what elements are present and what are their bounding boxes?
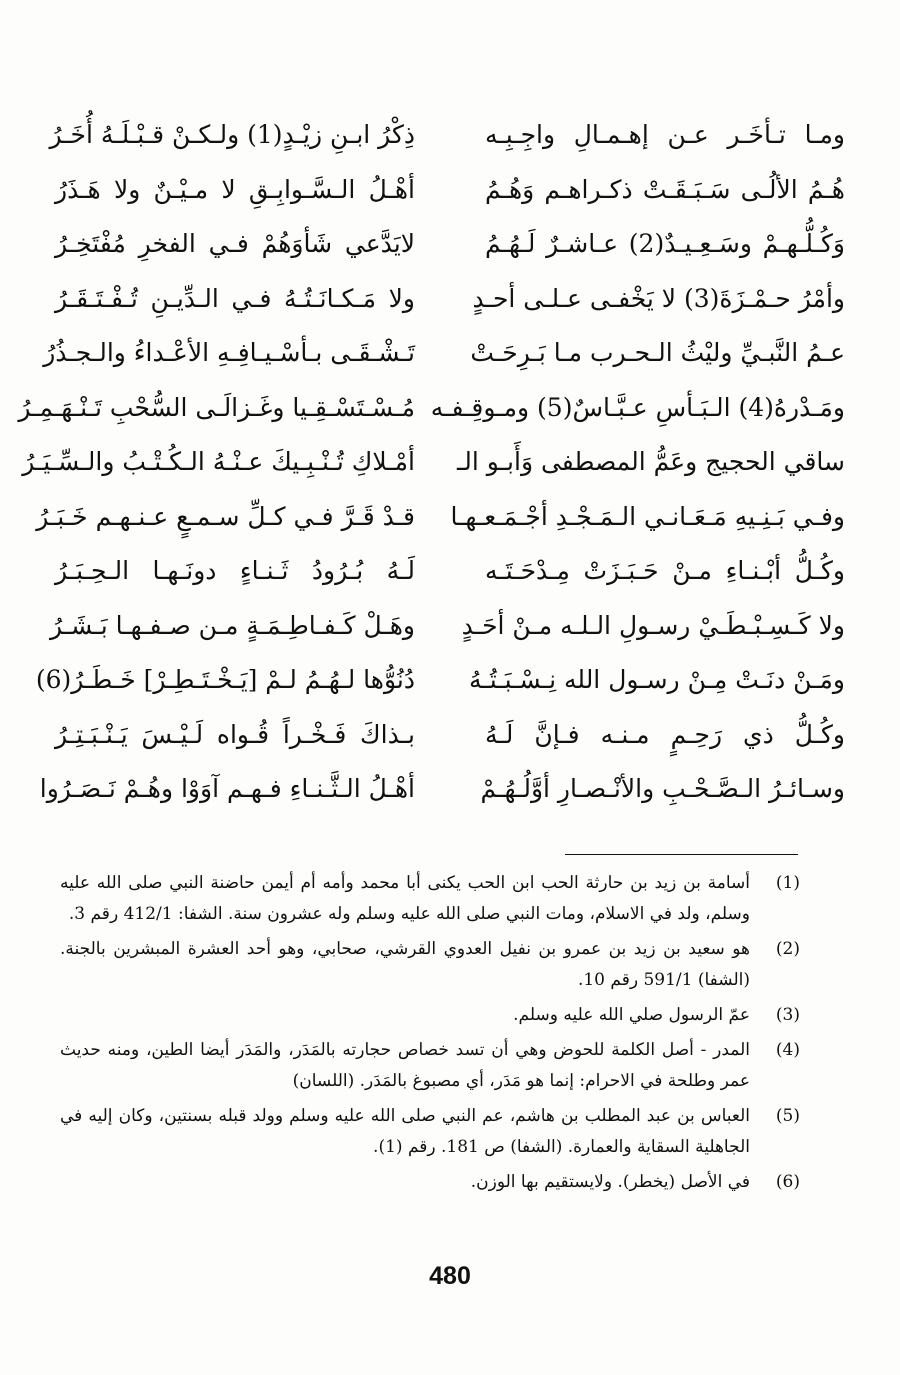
verse-second-hemistich: مُـسْـتَسْـقِـيا وغَـزالَـى السُّحْبِ تَـنْـهَـمِـرُ <box>18 392 415 422</box>
footnote-number: (6) <box>775 1172 800 1192</box>
verse-first-hemistich: وأمْرُ حـمْـزَةَ(3) لا يَخْفـى عـلـى أحـدٍ <box>472 283 845 313</box>
poem <box>18 108 846 817</box>
verse-first-hemistich: وكُـلُّ ذي رَحِـمٍ مـنـه فـإنَّ لَـهُ <box>485 719 845 749</box>
verse-second-hemistich: بـذاكَ فَـخْـراً قُـواه لَـيْـسَ يَـنْـبَـتِـرُ <box>55 719 415 749</box>
verse <box>22 435 845 490</box>
verse-first-hemistich: ومَـدْرهُ(4) الـبَـأسِ عـبَّـاسٌ(5) ومـوقِـفـه <box>430 392 845 422</box>
footnote-number: (2) <box>775 939 800 959</box>
verse-second-hemistich: أهْـلُ الـسَّـوابِـقِ لا مـيْـنٌ ولا هَـذَرُ <box>55 174 415 204</box>
footnote-number: (4) <box>775 1040 800 1060</box>
footnote <box>60 1035 800 1097</box>
verse-second-hemistich: لَـهُ بُـرُودُ ثَـنـاءٍ دونَـهـا الـحِـبَـرُ <box>55 556 415 586</box>
verse-second-hemistich: أهْـلُ الـثَّـنـاءِ فـهـم آوَوْا وهُـمْ نَـصَـرُوا <box>39 774 415 804</box>
footnote-number: (5) <box>775 1106 800 1126</box>
verse-second-hemistich: ذِكْرُ ابـنِ زيْـدٍ(1) ولـكـنْ قـبْـلَـهُ أُخَـرُ <box>49 120 415 150</box>
footnote-number: (1) <box>775 873 800 893</box>
verse <box>35 653 845 708</box>
verse <box>55 217 845 272</box>
verse-first-hemistich: ومَـنْ دنَـتْ مِـنْ رسـول الله نِـسْـبَـتُـهُ <box>469 665 845 695</box>
verse-first-hemistich: وفـي بَـنِـيهِ مَـعَـانـي الـمَـجْـدِ أجْـمَـعـهـا <box>450 501 845 531</box>
verse-second-hemistich: ولا مَـكـانَـتُـهُ فـي الـدِّيـنِ تُـفْـتَـقَـرُ <box>55 283 415 313</box>
verse-first-hemistich: هُـمُ الألُـى سَـبَـقَـتْ ذكـراهـم وَهُـمُ <box>485 174 845 204</box>
verse-second-hemistich: أمْـلاكِ تُـنْـبِـيكَ عـنْـهُ الـكُـتْـبُ والـسِّـيَـرُ <box>22 447 415 477</box>
verse <box>49 108 845 163</box>
footnote-separator <box>565 854 798 855</box>
verse <box>36 490 845 545</box>
footnotes <box>60 868 800 1202</box>
footnote <box>60 1000 800 1031</box>
verse-first-hemistich: ولا كَـسِـبْـطَـيْ رسـولِ الـلـه مـنْ أحَـدٍ <box>461 610 845 640</box>
footnote-text: أسامة بن زيد بن حارثة الحب ابن الحب يكنى أبا محمد وأمه أم أيمن حاضنة النبي صلى الله عليه وسلم، ولد في الاسلام، ومات النبي صلى الله عليه وسلم وله عشرون سنة. الشفا: 412/1 رقم 3. <box>60 873 750 924</box>
verse-first-hemistich: عـمُ النَّبـيِّ وليْثُ الـحـرب مـا بَـرِحَـتْ <box>470 338 845 368</box>
verse-second-hemistich: تَـشْـقَـى بـأسْـيـافِـهِ الأعْـداءُ والـجـذُرُ <box>43 338 415 368</box>
footnote <box>60 934 800 996</box>
page-number: 480 <box>429 1262 471 1290</box>
footnote-text: في الأصل (يخطر). ولايستقيم بها الوزن. <box>470 1172 750 1192</box>
footnote <box>60 1101 800 1163</box>
footnote <box>60 1167 800 1198</box>
footnote-number: (3) <box>775 1005 800 1025</box>
verse-first-hemistich: وسـائـرُ الـصَّـحْـبِ والأنْـصـارِ أوَّلُـهُـمْ <box>480 774 845 804</box>
verse <box>55 544 845 599</box>
footnote-text: هو سعيد بن زيد بن عمرو بن نفيل العدوي القرشي، صحابي، وهو أحد العشرة المبشرين بالجنة. (الشفا) 591/1 رقم 10. <box>60 939 750 990</box>
footnote <box>60 868 800 930</box>
verse <box>18 381 845 436</box>
footnote-text: العباس بن عبد المطلب بن هاشم، عم النبي صلى الله عليه وسلم وولد قبله بسنتين، وكان إليه في الجاهلية السقاية والعمارة. (الشفا) ص 181. رقم (1). <box>60 1106 750 1157</box>
verse-first-hemistich: ومـا تـأخَـر عـن إهـمـالِ واجِـبِـه <box>485 120 845 150</box>
verse <box>50 599 845 654</box>
verse <box>55 272 845 327</box>
verse-second-hemistich: لايَدَّعي شَأوَهُمْ فـي الفخرِ مُفْتَخِـرُ <box>55 229 415 259</box>
verse-first-hemistich: وَكُـلُّـهـمْ وسَـعِـيـدٌ(2) عـاشـرٌ لَـهُـمُ <box>485 229 846 259</box>
verse <box>55 708 845 763</box>
verse-second-hemistich: قـدْ قَـرَّ فـي كـلِّ سـمـعٍ عـنـهـم خَـبَـرُ <box>36 501 415 531</box>
verse <box>39 762 845 817</box>
verse-first-hemistich: ساقي الحجيج وعَمُّ المصطفى وَأَبـو الـ <box>456 447 845 477</box>
verse <box>55 163 845 218</box>
verse-first-hemistich: وكُـلُّ أبْـنـاءِ مـنْ حَـبَـزَتْ مِـدْحَـتَـه <box>485 556 845 586</box>
verse <box>43 326 845 381</box>
footnote-text: المدر - أصل الكلمة للحوض وهي أن تسد خصاص حجارته بالمَدَر، والمَدَر أيضا الطين، ومنه حديث عمر وطلحة في الاحرام: إنما هو مَدَر، أي مصبوغ بالمَدَر. (اللسان) <box>60 1040 750 1091</box>
verse-second-hemistich: وهَـلْ كَـفـاطِـمَـةٍ مـن صـفـهـا بَـشَـرُ <box>50 610 415 640</box>
verse-second-hemistich: دُنُوُّها لـهُـمُ لـمْ [يَـخْـتَـطِـرْ] خَـطَـرُ(6) <box>35 665 415 695</box>
footnote-text: عمّ الرسول صلي الله عليه وسلم. <box>513 1005 750 1025</box>
